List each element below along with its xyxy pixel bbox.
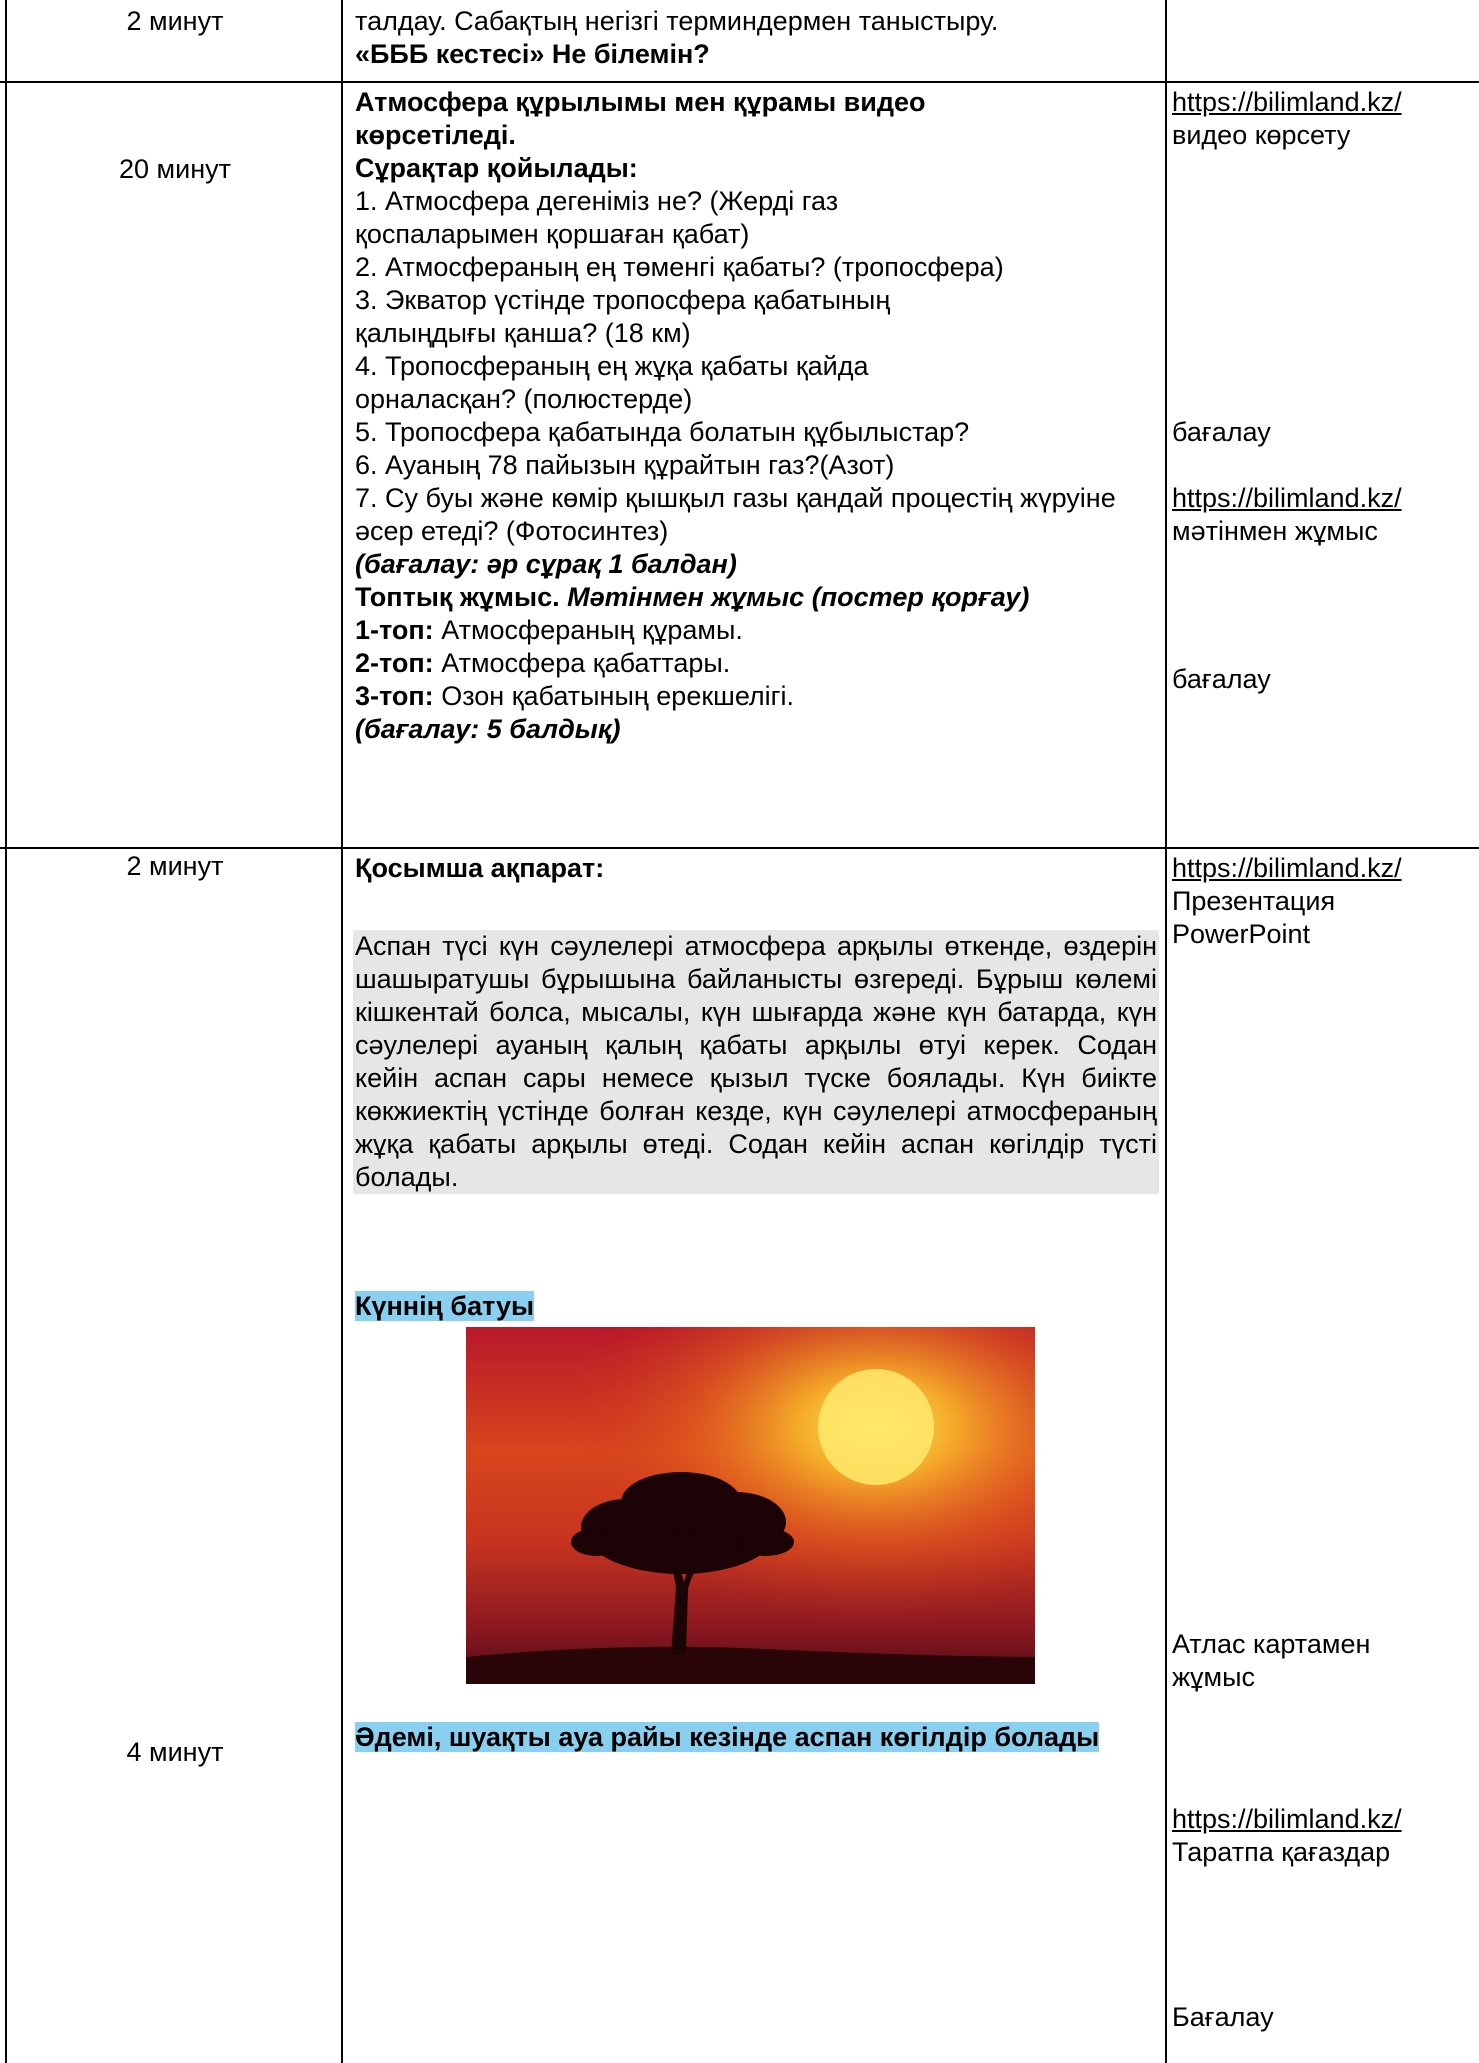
blue-sky-caption-wrap — [355, 1721, 1115, 1754]
table-column-divider-2 — [1165, 0, 1167, 2063]
row2-resource-grading-2: бағалау — [1172, 664, 1271, 694]
row-divider-1 — [0, 81, 1479, 83]
sunset-photo — [466, 1327, 1035, 1684]
row3-time: 2 минут — [126, 851, 224, 881]
group-2 — [355, 647, 1155, 680]
group-3-label: 3-топ: — [355, 681, 434, 711]
group-1-label: 1-топ: — [355, 615, 434, 645]
question-5: 5. Тропосфера қабатында болатын құбылыстар? — [355, 417, 970, 447]
row3-paragraph: Аспан түсі күн сәулелері атмосфера арқылы өткенде, өздерін шашыратушы бұрышына байланысты өзгереді. Бұрыш көлемі кішкентай болса, мысалы, күн шығарда және күн батарда, күн сәулелері ауаның қалың қабаты арқылы өтуі керек. Содан кейін аспан сары немесе қызыл түске боялады. Күн биікте көкжиектің үстінде болған кезде, күн сәулелері атмосфераның жұқа қабаты арқылы өтеді. Содан кейін аспан көгілдір түсті болады. — [355, 931, 1157, 1192]
blue-sky-caption: Әдемі, шуақты ауа райы кезінде аспан көгілдір болады — [355, 1722, 1100, 1752]
row2-content — [355, 86, 1155, 746]
row1-line2: «БББ кестесі» Не білемін? — [355, 39, 710, 69]
row2-link-1[interactable]: https://bilimland.kz/ — [1172, 87, 1402, 117]
row2-resource-grading-1: бағалау — [1172, 417, 1271, 447]
question-2: 2. Атмосфераның ең төменгі қабаты? (тропосфера) — [355, 252, 1004, 282]
group-3 — [355, 680, 1155, 713]
question-1: 1. Атмосфера дегеніміз не? (Жерді газ қоспаларымен қоршаған қабат) — [355, 186, 839, 249]
row2-link-2[interactable]: https://bilimland.kz/ — [1172, 483, 1402, 513]
group-3-text: Озон қабатының ерекшелігі. — [441, 681, 795, 711]
row2-resource-video: видео көрсету — [1172, 120, 1351, 150]
row3-time-2: 4 минут — [126, 1737, 224, 1767]
row-divider-2 — [0, 847, 1479, 849]
row2-questions-title: Сұрақтар қойылады: — [355, 153, 638, 183]
row3-resource-grading: Бағалау — [1172, 2002, 1274, 2032]
question-3: 3. Экватор үстінде тропосфера қабатының қалыңдығы қанша? (18 км) — [355, 285, 891, 348]
question-4: 4. Тропосфераның ең жұқа қабаты қайда орналасқан? (полюстерде) — [355, 351, 869, 414]
group-1-text: Атмосфераның құрамы. — [441, 615, 743, 645]
sunset-caption-wrap — [355, 1290, 534, 1323]
row3-link-1[interactable]: https://bilimland.kz/ — [1172, 853, 1402, 883]
row3-resource-powerpoint: PowerPoint — [1172, 919, 1311, 949]
row3-link-2[interactable]: https://bilimland.kz/ — [1172, 1804, 1402, 1834]
question-6: 6. Ауаның 78 пайызын құрайтын газ?(Азот) — [355, 450, 895, 480]
group-1 — [355, 614, 1155, 647]
row3-resource-atlas: Атлас картамен жұмыс — [1172, 1629, 1371, 1692]
row1-content — [355, 5, 998, 71]
row1-line1: талдау. Сабақтың негізгі терминдермен таныстыру. — [355, 6, 999, 36]
row2-title: Атмосфера құрылымы мен құрамы видео көрсетіледі. — [355, 87, 926, 150]
row2-group-grading: (бағалау: 5 балдық) — [355, 714, 621, 744]
row3-resource-handouts: Таратпа қағаздар — [1172, 1837, 1391, 1867]
group-work-italic: Мәтінмен жұмыс (постер қорғау) — [567, 582, 1030, 612]
sunset-caption: Күннің батуы — [355, 1291, 535, 1321]
row1-time: 2 минут — [126, 6, 224, 36]
sunset-tree-image — [466, 1327, 1035, 1684]
row2-grading-note: (бағалау: әр сұрақ 1 балдан) — [355, 549, 737, 579]
row3-title: Қосымша ақпарат: — [355, 853, 605, 883]
group-2-text: Атмосфера қабаттары. — [441, 648, 731, 678]
group-work-label: Топтық жұмыс. — [355, 582, 560, 612]
group-2-label: 2-топ: — [355, 648, 434, 678]
row2-resource-text-work: мәтінмен жұмыс — [1172, 516, 1378, 546]
row3-resource-presentation: Презентация — [1172, 886, 1336, 916]
question-7: 7. Су буы және көмір қышқыл газы қандай процестің жүруіне әсер етеді? (Фотосинтез) — [355, 483, 1116, 546]
row2-time: 20 минут — [119, 154, 231, 184]
group-work-heading — [355, 581, 1075, 614]
